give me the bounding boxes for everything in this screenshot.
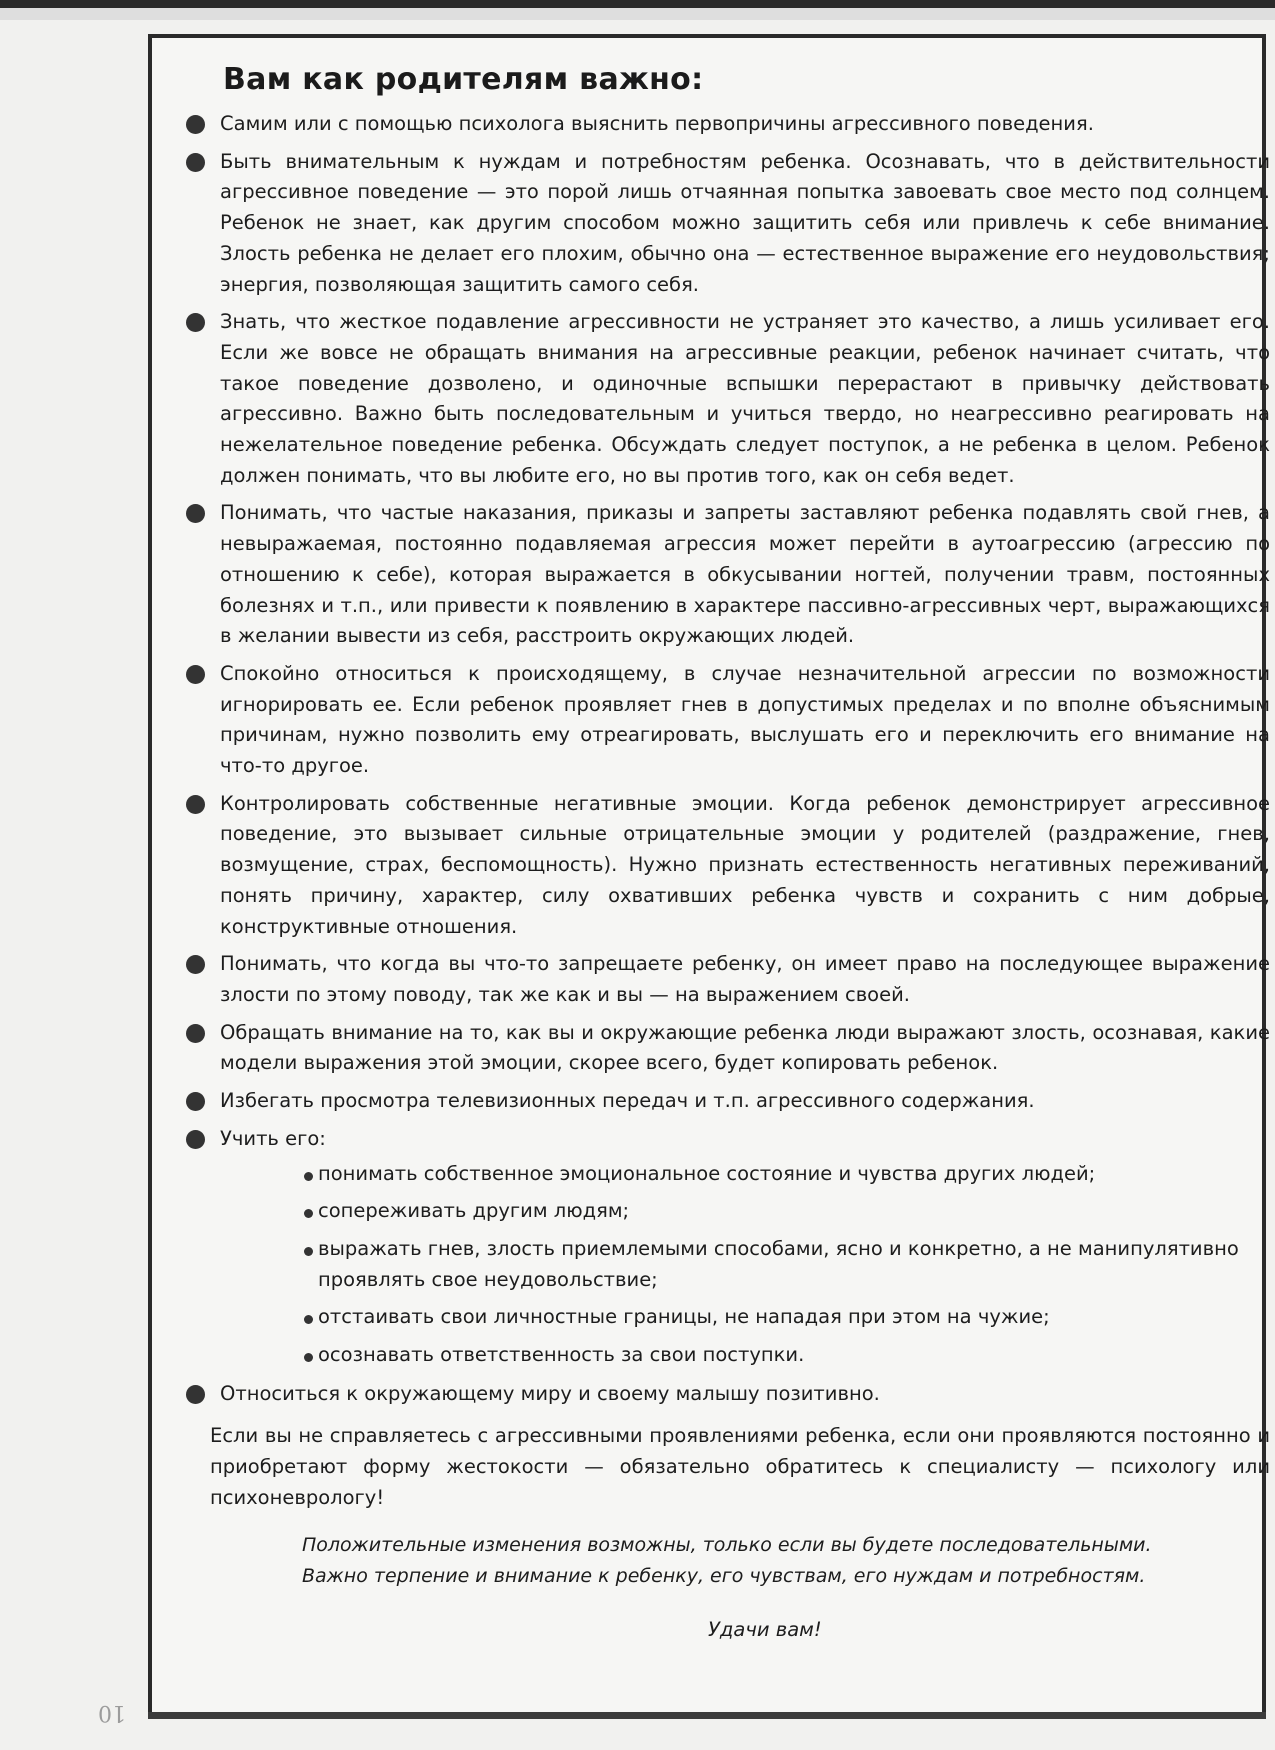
advice-item (178, 307, 1270, 491)
bullet-icon (186, 955, 205, 974)
advice-text: Контролировать собственные негативные эмоции. Когда ребенок демонстрирует агрессивное поведение, это вызывает сильные отрицательные эмоции у родителей (раздражение, гнев, возмущение, страх, беспомощность). Нужно признать естественность негативных переживаний, понять причину, характер, силу охвативших ребенка чувств и сохранить с ним добрые, конструктивные отношения. (220, 791, 1270, 938)
page-title: Вам как родителям важно: (223, 62, 704, 97)
advice-text: Относиться к окружающему миру и своему малышу позитивно. (220, 1381, 880, 1405)
advice-text: Понимать, что когда вы что-то запрещаете ребенку, он имеет право на последующее выражение злости по этому поводу, так же как и вы — на выражением своей. (220, 952, 1270, 1006)
italic-note (302, 1530, 1270, 1592)
bullet-icon (186, 665, 205, 684)
advice-item (178, 789, 1270, 943)
page-content (178, 62, 1270, 1641)
bullet-icon (186, 504, 205, 523)
scan-top-edge (0, 0, 1275, 20)
bullet-icon (186, 313, 205, 332)
bullet-icon (186, 115, 205, 134)
advice-item (178, 498, 1270, 652)
teach-text: сопереживать другим людям; (318, 1199, 630, 1223)
teach-item (220, 1234, 1270, 1295)
advice-text: Понимать, что частые наказания, приказы и запреты заставляют ребенка подавлять свой гнев, а невыражаемая, постоянно подавляемая агрессия может перейти в аутоагрессию (агрессию по отношению к себе), которая выражается в обкусывании ногтей, получении травм, постоянных болезнях и т.п., или привести к появлению в характере пассивно-агрессивных черт, выражающихся в желании вывести из себя, расстроить окружающих людей. (220, 501, 1270, 648)
advice-item (178, 949, 1270, 1010)
scan-dark-strip (0, 0, 1275, 8)
advice-item (178, 147, 1270, 301)
teach-text: осознавать ответственность за свои поступки. (318, 1343, 805, 1367)
advice-text: Избегать просмотра телевизионных передач и т.п. агрессивного содержания. (220, 1089, 1035, 1113)
advice-text: Самим или с помощью психолога выяснить первопричины агрессивного поведения. (220, 112, 1094, 135)
small-bullet-icon (304, 1247, 313, 1256)
bullet-icon (186, 1024, 205, 1043)
teach-text: понимать собственное эмоциональное состояние и чувства других людей; (318, 1161, 1096, 1185)
small-bullet-icon (304, 1353, 313, 1362)
teach-text: отстаивать свои личностные границы, не нападая при этом на чужие; (318, 1305, 1050, 1329)
small-bullet-icon (304, 1315, 313, 1324)
teach-item (220, 1159, 1270, 1190)
advice-text: Знать, что жесткое подавление агрессивности не устраняет это качество, а лишь усиливает его. Если же вовсе не обращать внимания на агрессивные реакции, ребенок начинает считать, что такое поведение дозволено, и одиночные вспышки перерастают в привычку действовать агрессивно. Важно быть последовательным и учиться твердо, но неагрессивно реагировать на нежелательное поведение ребенка. Обсуждать следует поступок, а не ребенка в целом. Ребенок должен понимать, что вы любите его, но вы против того, как он себя ведет. (220, 310, 1270, 487)
advice-text: Обращать внимание на то, как вы и окружающие ребенка люди выражают злость, осознавая, какие модели выражения этой эмоции, скорее всего, будет копировать ребенок. (220, 1020, 1270, 1075)
teach-label: Учить его: (220, 1126, 326, 1150)
closing-paragraph: Если вы не справляетесь с агрессивными проявлениями ребенка, если они проявляются постоянно и приобретают форму жестокости — обязательно обратитесь к специалисту — психологу или психоневрологу! (210, 1424, 1270, 1509)
teach-item (220, 1196, 1270, 1227)
bullet-icon (186, 153, 205, 172)
teach-list (220, 1159, 1270, 1371)
small-bullet-icon (304, 1209, 313, 1218)
advice-item (178, 659, 1270, 782)
bullet-icon (186, 1092, 205, 1111)
bullet-icon (186, 1130, 205, 1149)
page-number: 10 (98, 1700, 126, 1725)
advice-list (178, 109, 1270, 1409)
bullet-icon (186, 1385, 205, 1404)
page-frame-bottom-bar (148, 1712, 1266, 1719)
sign-off: Удачи вам! (708, 1617, 822, 1641)
advice-item-teach (178, 1124, 1270, 1371)
advice-item (178, 1379, 1270, 1410)
teach-item (220, 1302, 1270, 1333)
advice-item (178, 109, 1270, 140)
teach-text: выражать гнев, злость приемлемыми способами, ясно и конкретно, а не манипулятивно проявлять свое неудовольствие; (318, 1236, 1239, 1291)
advice-item (178, 1018, 1270, 1079)
advice-text: Спокойно относиться к происходящему, в случае незначительной агрессии по возможности игнорировать ее. Если ребенок проявляет гнев в допустимых пределах и по вполне объяснимым причинам, нужно позволить ему отреагировать, выслушать его и переключить его внимание на что-то другое. (220, 661, 1270, 778)
note-line-2: Важно терпение и внимание к ребенку, его чувствам, его нуждам и потребностям. (302, 1564, 1146, 1587)
small-bullet-icon (304, 1172, 313, 1181)
note-line-1: Положительные изменения возможны, только если вы будете последовательными. (302, 1533, 1152, 1556)
bullet-icon (186, 795, 205, 814)
teach-item (220, 1340, 1270, 1371)
advice-item (178, 1086, 1270, 1117)
advice-text: Быть внимательным к нуждам и потребностям ребенка. Осознавать, что в действительности агрессивное поведение — это порой лишь отчаянная попытка завоевать свое место под солнцем. Ребенок не знает, как другим способом можно защитить себя или привлечь к себе внимание. Злость ребенка не делает его плохим, обычно она — естественное выражение его неудовольствия; энергия, позволяющая защитить самого себя. (220, 149, 1270, 296)
